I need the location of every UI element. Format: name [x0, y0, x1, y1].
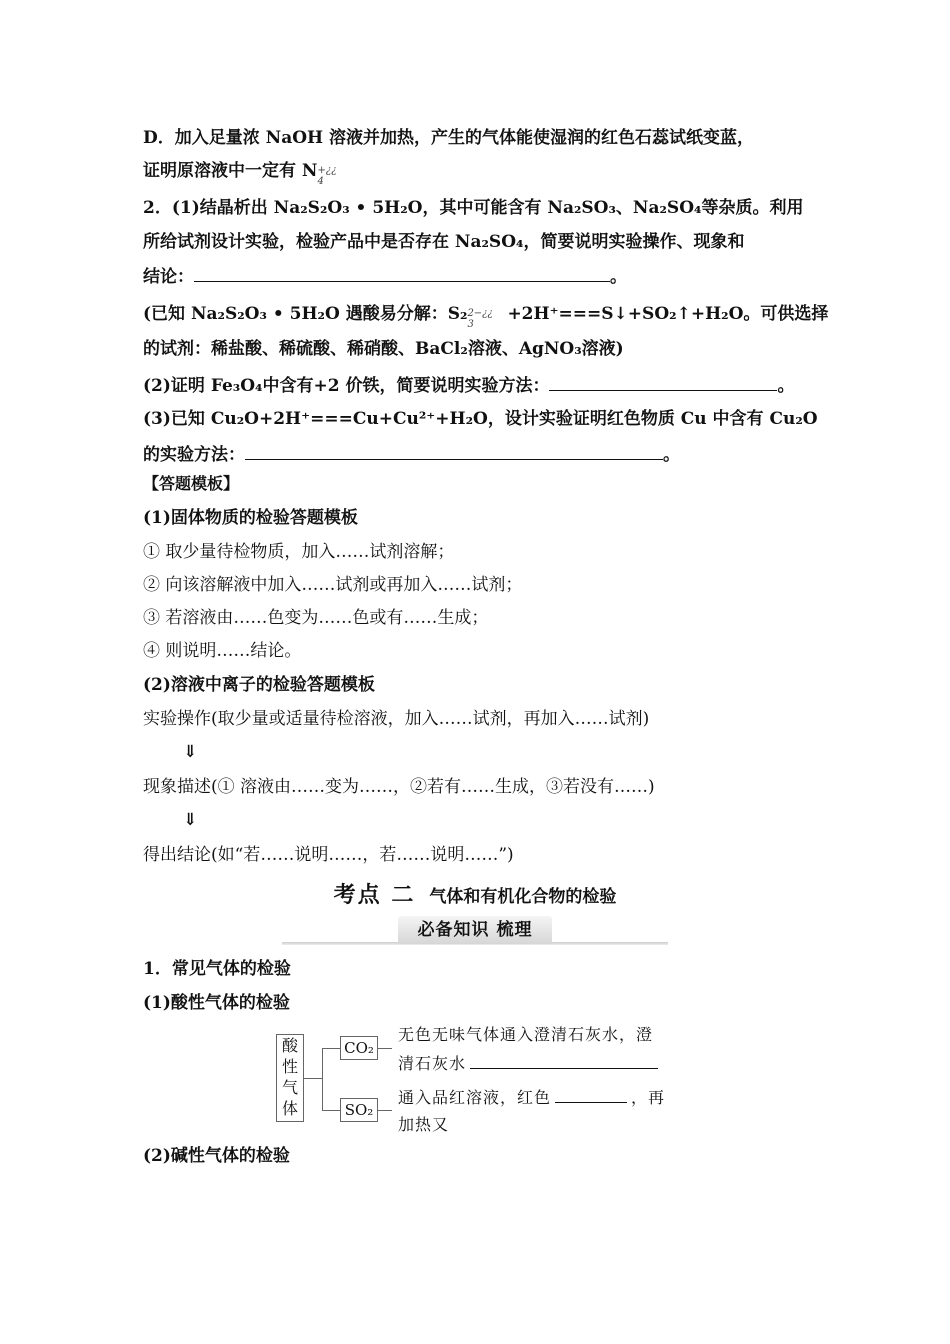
- acid-gas-title: (1)酸性气体的检验: [143, 993, 290, 1013]
- solid-step-3: ③ 若溶液由……色变为……色或有……生成；: [143, 608, 489, 628]
- co2-desc-line1: 无色无味气体通入澄清石灰水，澄: [398, 1025, 654, 1044]
- option-d-line1: D．加入足量浓 NaOH 溶液并加热，产生的气体能使湿润的红色石蕊试纸变蓝，: [143, 128, 755, 148]
- ammonium-ion-script: +¿¿ 4: [317, 165, 337, 187]
- thiosulfate-ion-script: 2−¿¿ 3: [467, 308, 493, 330]
- q2-part3-line2: 的实验方法： 。: [143, 445, 680, 465]
- answer-blank-co2[interactable]: [470, 1052, 658, 1069]
- base-gas-title: (2)碱性气体的检验: [143, 1146, 290, 1166]
- acid-gas-diagram: [276, 1024, 696, 1144]
- so2-desc-line2: 加热又: [398, 1115, 450, 1134]
- section-title: 考点 二 气体和有机化合物的检验: [333, 883, 617, 908]
- co2-box: CO₂: [340, 1036, 378, 1060]
- solid-step-4: ④ 则说明……结论。: [143, 641, 302, 661]
- down-arrow-icon: ⇓: [183, 742, 198, 762]
- option-d-line2: 证明原溶液中一定有 N +¿¿ 4: [143, 160, 833, 182]
- q2-part2-line: (2)证明 Fe₃O₄中含有+2 价铁，简要说明实验方法： 。: [143, 376, 795, 396]
- acid-gas-root-box: 酸 性 气 体: [276, 1034, 304, 1122]
- answer-blank-3[interactable]: [245, 443, 663, 460]
- answer-template-heading: 【答题模板】: [143, 474, 240, 493]
- q2-known-line: (已知 Na₂S₂O₃ • 5H₂O 遇酸易分解：S₂ 2−¿¿ 3 +2H⁺===S↓+SO₂↑+H₂O。可供选择: [143, 304, 829, 330]
- co2-desc-line2: 清石灰水: [398, 1052, 658, 1075]
- banner-label: 必备知识 梳理: [398, 916, 552, 944]
- ion-step-conclusion: 得出结论(如“若……说明……，若……说明……”): [143, 845, 514, 865]
- q2-part1-line2: 所给试剂设计实验，检验产品中是否存在 Na₂SO₄，简要说明实验操作、现象和: [143, 232, 745, 252]
- section-banner: [282, 914, 668, 950]
- solid-step-2: ② 向该溶解液中加入……试剂或再加入……试剂；: [143, 575, 523, 595]
- so2-desc-line1: 通入品红溶液，红色 ，再: [398, 1088, 666, 1107]
- item-common-gases: 1．常见气体的检验: [143, 959, 291, 979]
- solid-template-title: (1)固体物质的检验答题模板: [143, 508, 358, 528]
- answer-blank-so2[interactable]: [555, 1086, 627, 1103]
- down-arrow-icon: ⇓: [183, 810, 198, 830]
- q2-part3-line1: (3)已知 Cu₂O+2H⁺===Cu+Cu²⁺+H₂O，设计实验证明红色物质 Cu 中含有 Cu₂O: [143, 409, 818, 429]
- q2-reagents-line: 的试剂：稀盐酸、稀硫酸、稀硝酸、BaCl₂溶液、AgNO₃溶液): [143, 339, 624, 359]
- q2-part1-line3: 结论： 。: [143, 267, 627, 287]
- q2-part1-line1: 2．(1)结晶析出 Na₂S₂O₃ • 5H₂O，其中可能含有 Na₂SO₃、Na₂SO₄等杂质。利用: [143, 198, 804, 218]
- ion-template-title: (2)溶液中离子的检验答题模板: [143, 675, 375, 695]
- ion-step-phenomenon: 现象描述(① 溶液由……变为……，②若有……生成，③若没有……): [143, 777, 655, 797]
- solid-step-1: ① 取少量待检物质，加入……试剂溶解；: [143, 542, 455, 562]
- so2-box: SO₂: [340, 1098, 378, 1122]
- answer-blank-1[interactable]: [194, 265, 610, 282]
- ion-step-operation: 实验操作(取少量或适量待检溶液，加入……试剂，再加入……试剂): [143, 709, 650, 729]
- answer-blank-2[interactable]: [549, 374, 777, 391]
